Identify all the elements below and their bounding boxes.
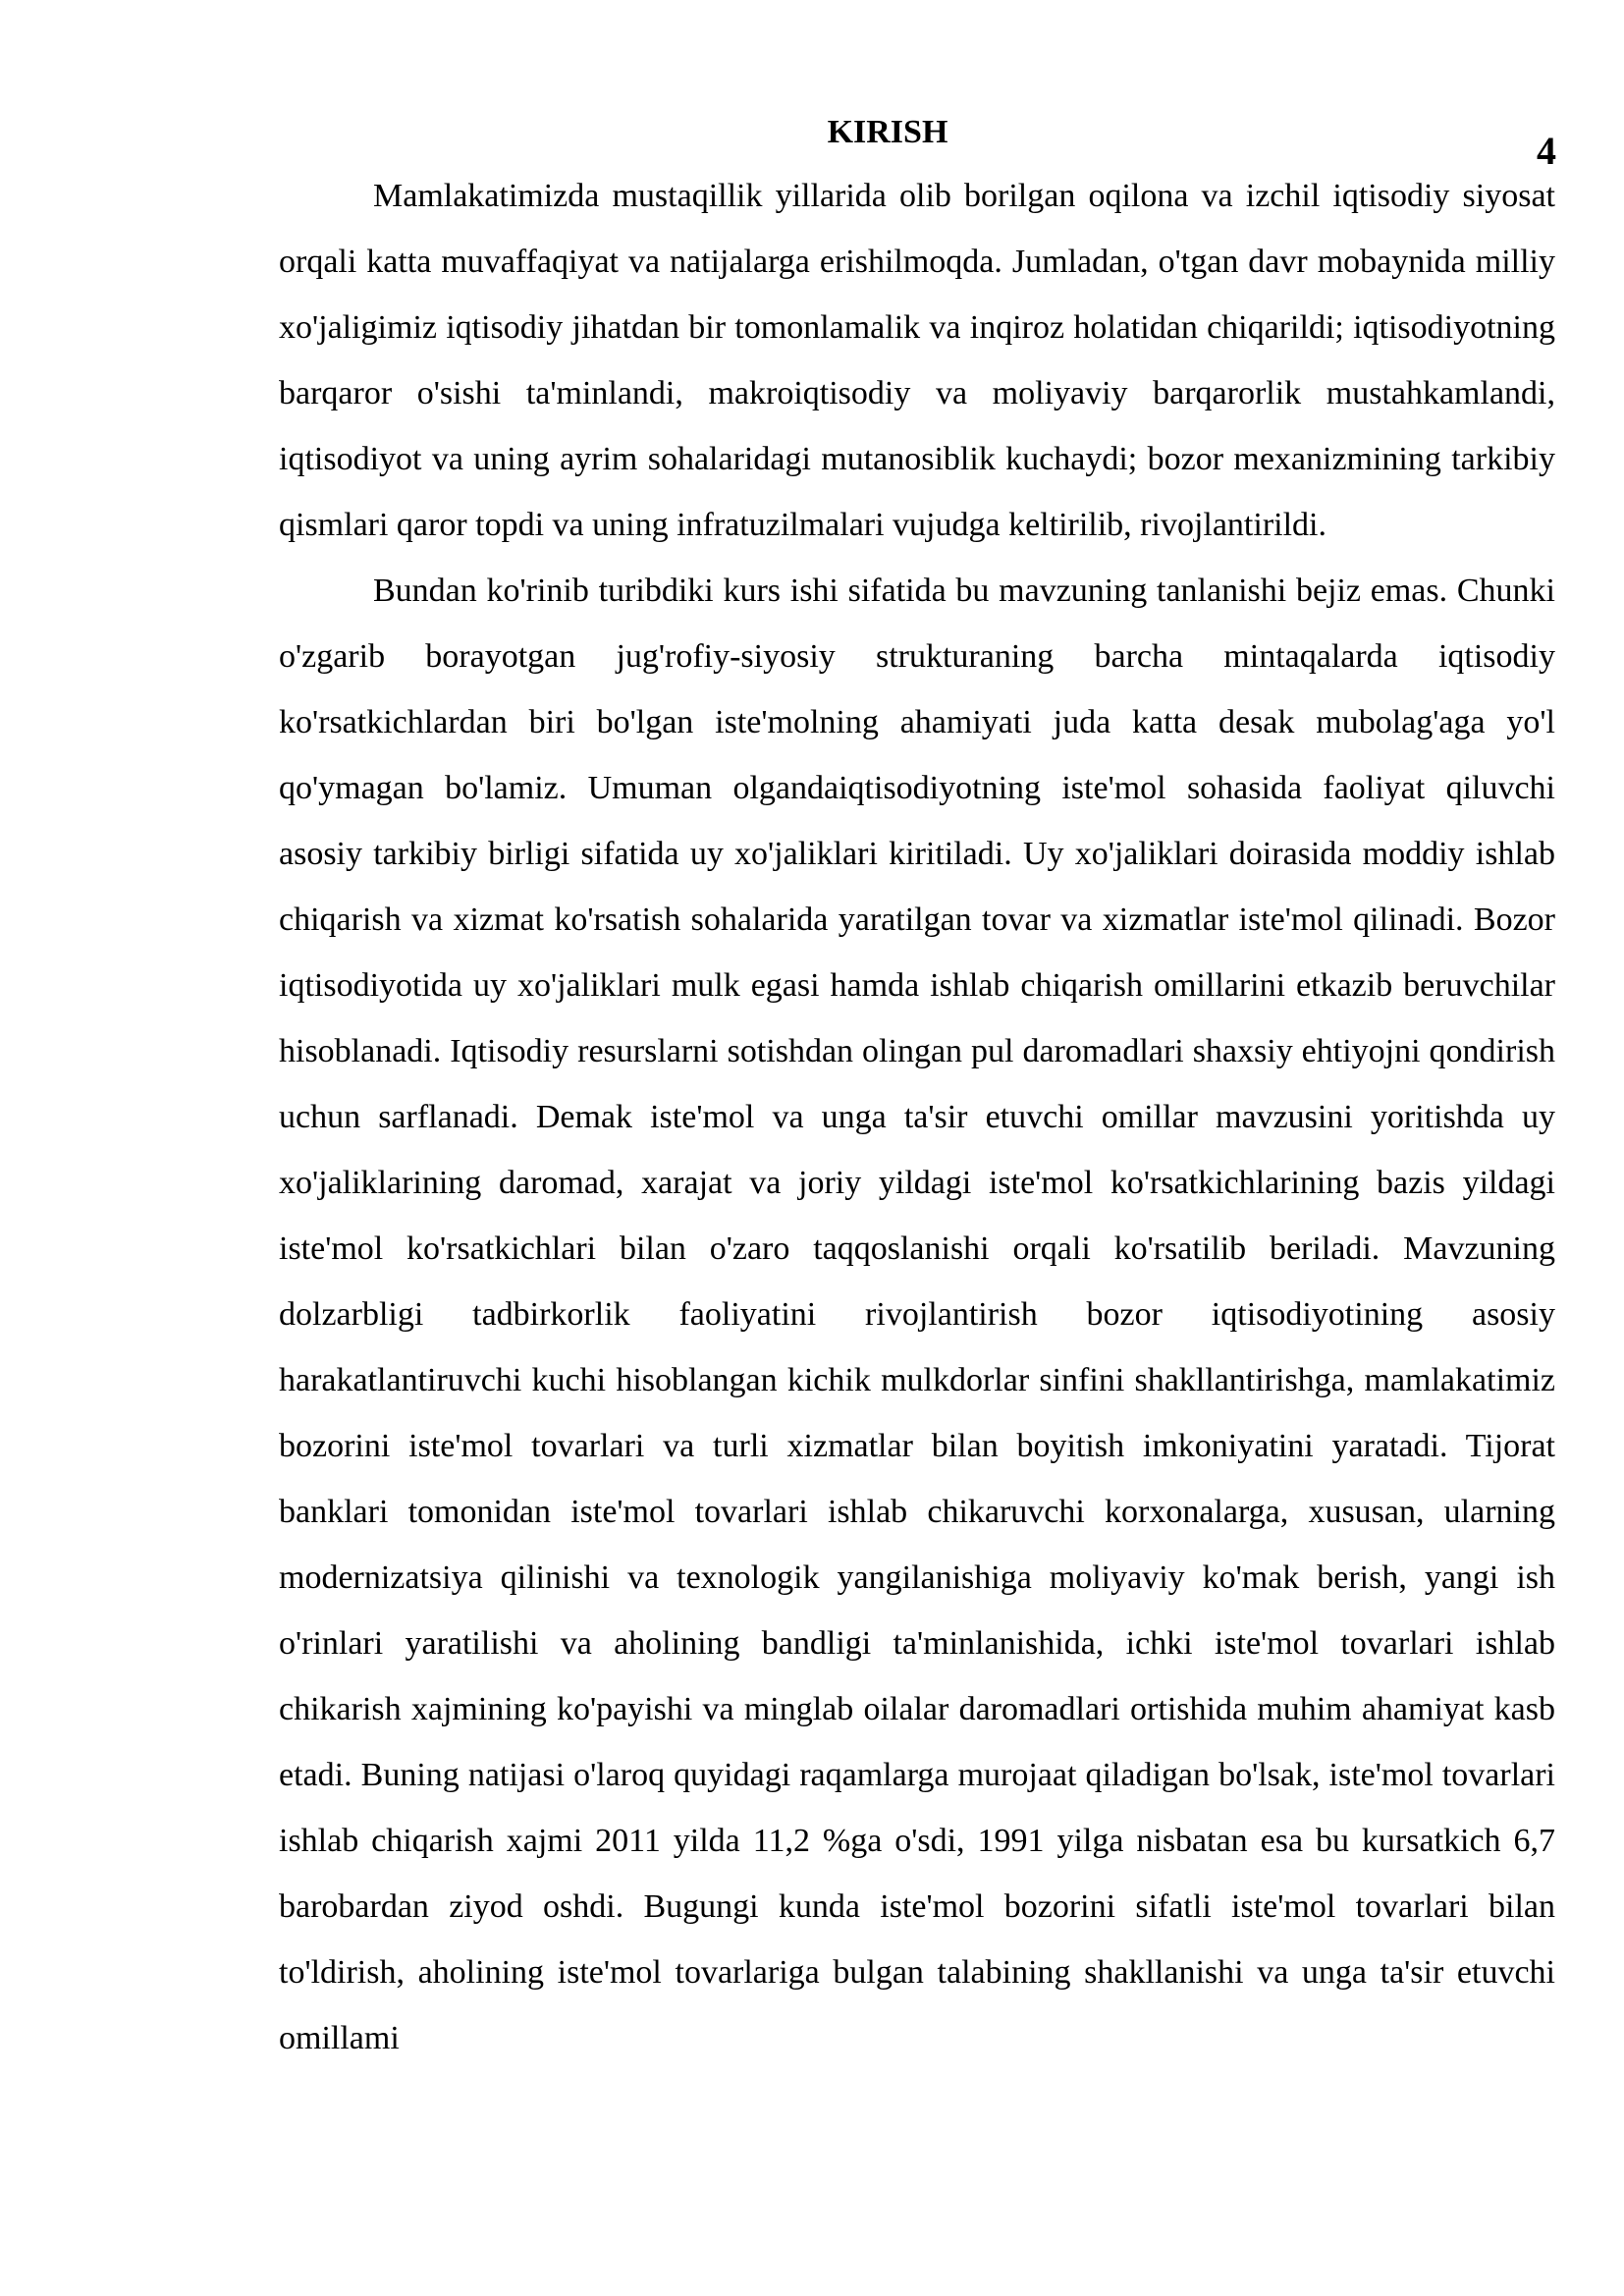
page-number: 4 xyxy=(1537,129,1556,173)
paragraph-2: Bundan ko'rinib turibdiki kurs ishi sifatida bu mavzuning tanlanishi bejiz emas. Chunki o'zgarib borayotgan jug'rofiy-siyosiy strukturaning barcha mintaqalarda iqtisodiy ko'rsatkichlardan biri bo'lgan iste'molning ahamiyati juda katta desak mubolag'aga yo'l qo'ymagan bo'lamiz. Umuman olgandaiqtisodiyotning iste'mol sohasida faoliyat qiluvchi asosiy tarkibiy birligi sifatida uy xo'jaliklari kiritiladi. Uy xo'jaliklari doirasida moddiy ishlab chiqarish va xizmat ko'rsatish sohalarida yaratilgan tovar va xizmatlar iste'mol qilinadi. Bozor iqtisodiyotida uy xo'jaliklari mulk egasi hamda ishlab chiqarish omillarini etkazib beruvchilar hisoblanadi. Iqtisodiy resurslarni sotishdan olingan pul daromadlari shaxsiy ehtiyojni qondirish uchun sarflanadi. Demak iste'mol va unga ta'sir etuvchi omillar mavzusini yoritishda uy xo'jaliklarining daromad, xarajat va joriy yildagi iste'mol ko'rsatkichlarining bazis yildagi iste'mol ko'rsatkichlari bilan o'zaro taqqoslanishi orqali ko'rsatilib beriladi. Mavzuning dolzarbligi tadbirkorlik faoliyatini rivojlantirish bozor iqtisodiyotining asosiy harakatlantiruvchi kuchi hisoblangan kichik mulkdorlar sinfini shakllantirishga, mamlakatimiz bozorini iste'mol tovarlari va turli xizmatlar bilan boyitish imkoniyatini yaratadi. Tijorat banklari tomonidan iste'mol tovarlari ishlab chikaruvchi korxonalarga, xususan, ularning modernizatsiya qilinishi va texnologik yangilanishiga moliyaviy ko'mak berish, yangi ish o'rinlari yaratilishi va aholining bandligi ta'minlanishida, ichki iste'mol tovarlari ishlab chikarish xajmining ko'payishi va minglab oilalar daromadlari ortishida muhim ahamiyat kasb etadi. Buning natijasi o'laroq quyidagi raqamlarga murojaat qiladigan bo'lsak, iste'mol tovarlari ishlab chiqarish xajmi 2011 yilda 11,2 %ga o'sdi, 1991 yilga nisbatan esa bu kursatkich 6,7 barobardan ziyod oshdi. Bugungi kunda iste'mol bozorini sifatli iste'mol tovarlari bilan to'ldirish, aholining iste'mol tovarlariga bulgan talabining shakllanishi va unga ta'sir etuvchi omillami xyxy=(279,573,1555,2056)
document-body xyxy=(279,163,1555,2071)
document-title: KIRISH xyxy=(827,114,948,150)
paragraph-1: Mamlakatimizda mustaqillik yillarida olib borilgan oqilona va izchil iqtisodiy siyosat orqali katta muvaffaqiyat va natijalarga erishilmoqda. Jumladan, o'tgan davr mobaynida milliy xo'jaligimiz iqtisodiy jihatdan bir tomonlamalik va inqiroz holatidan chiqarildi; iqtisodiyotning barqaror o'sishi ta'minlandi, makroiqtisodiy va moliyaviy barqarorlik mustahkamlandi, iqtisodiyot va uning ayrim sohalaridagi mutanosiblik kuchaydi; bozor mexanizmining tarkibiy qismlari qaror topdi va uning infratuzilmalari vujudga keltirilib, rivojlantirildi. xyxy=(279,178,1555,543)
